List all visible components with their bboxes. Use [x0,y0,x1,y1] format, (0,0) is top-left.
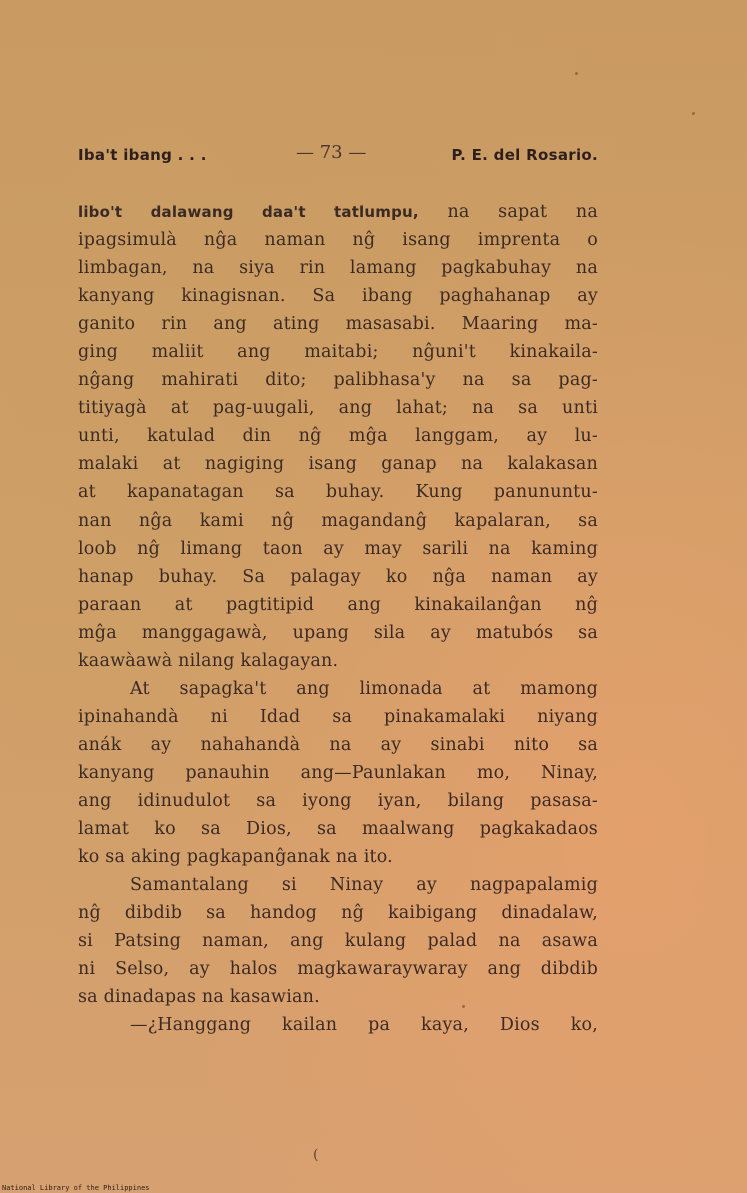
line-text: ni Selso, ay halos magkawaraywaray ang dibdib [78,959,598,980]
text-line [78,675,598,703]
line-text: ko sa aking pagkapanĝanak na ito. [78,847,393,868]
text-line [78,899,598,927]
text-line [78,955,598,983]
line-text: sa dinadapas na kasawian. [78,987,320,1008]
text-line [78,927,598,955]
text-line [78,983,598,1011]
text-line [78,366,598,394]
line-text: ipagsimulà nĝa naman nĝ isang imprenta o [78,230,598,251]
line-text: unti, katulad din nĝ mĝa langgam, ay lu- [78,426,598,447]
line-text: loob nĝ limang taon ay may sarili na kaming [78,538,598,559]
bold-lead-text: libo't dalawang daa't tatlumpu, [78,203,419,221]
text-line [78,226,598,254]
line-text: si Patsing naman, ang kulang palad na asawa [78,931,598,952]
line-text: limbagan, na siya rin lamang pagkabuhay na [78,258,598,279]
text-line [78,619,598,647]
line-text: ang idinudulot sa iyong iyan, bilang pasasa- [78,790,598,811]
line-text: mĝa manggagawà, upang sila ay matubós sa [78,622,598,643]
paper-speck [692,112,695,115]
text-line [78,647,598,675]
running-head-author: P. E. del Rosario. [451,146,598,164]
text-line [78,282,598,310]
running-head [78,142,598,170]
line-text: lamat ko sa Dios, sa maalwang pagkakadaos [78,819,598,840]
text-line [78,254,598,282]
line-text: anák ay nahahandà na ay sinabi nito sa [78,734,598,755]
line-text: nĝang mahirati dito; palibhasa'y na sa pag- [78,370,598,391]
text-line [78,843,598,871]
line-text: malaki at nagiging isang ganap na kalakasan [78,454,598,475]
line-text: At sapagka't ang limonada at mamong [130,678,598,699]
text-line [78,394,598,422]
text-line [78,759,598,787]
paper-speck [462,1005,465,1008]
line-text: hanap buhay. Sa palagay ko nĝa naman ay [78,566,598,587]
text-line [78,507,598,535]
line-text: ging maliit ang maitabi; nĝuni't kinakaila- [78,342,598,363]
text-line [78,422,598,450]
text-line [78,871,598,899]
text-line [78,450,598,478]
line-text: Samantalang si Ninay ay nagpapalamig [130,875,598,896]
text-line [78,591,598,619]
text-line [78,563,598,591]
line-text: na sapat na [418,202,598,222]
page-mark: ( [313,1147,319,1163]
text-line [78,535,598,563]
text-line [78,310,598,338]
text-line [78,1011,598,1039]
line-text: nĝ dibdib sa handog nĝ kaibigang dinadalaw, [78,903,598,924]
text-line [78,731,598,759]
text-line [78,787,598,815]
text-line [78,198,598,226]
paper-speck [575,72,578,75]
line-text: titiyagà at pag-uugali, ang lahat; na sa unti [78,398,598,419]
running-head-title: Iba't ibang . . . [78,146,207,164]
text-line [78,815,598,843]
line-text: kaawàawà nilang kalagayan. [78,650,339,671]
line-text: ganito rin ang ating masasabi. Maaring ma- [78,314,598,335]
page-number: — 73 — [296,142,367,163]
text-line [78,338,598,366]
line-text: kanyang kinagisnan. Sa ibang paghahanap ay [78,286,598,307]
text-line [78,478,598,506]
body-text [78,198,598,1039]
line-text: paraan at pagtitipid ang kinakailanĝan nĝ [78,594,598,615]
line-text: ipinahandà ni Idad sa pinakamalaki niyang [78,706,598,727]
line-text: at kapanatagan sa buhay. Kung panununtu- [78,482,598,503]
library-credit: National Library of the Philippines [2,1184,150,1192]
line-text: nan nĝa kami nĝ magandanĝ kapalaran, sa [78,510,598,531]
line-text: kanyang panauhin ang—Paunlakan mo, Ninay, [78,762,598,783]
line-text: —¿Hanggang kailan pa kaya, Dios ko, [130,1015,598,1036]
text-line [78,703,598,731]
